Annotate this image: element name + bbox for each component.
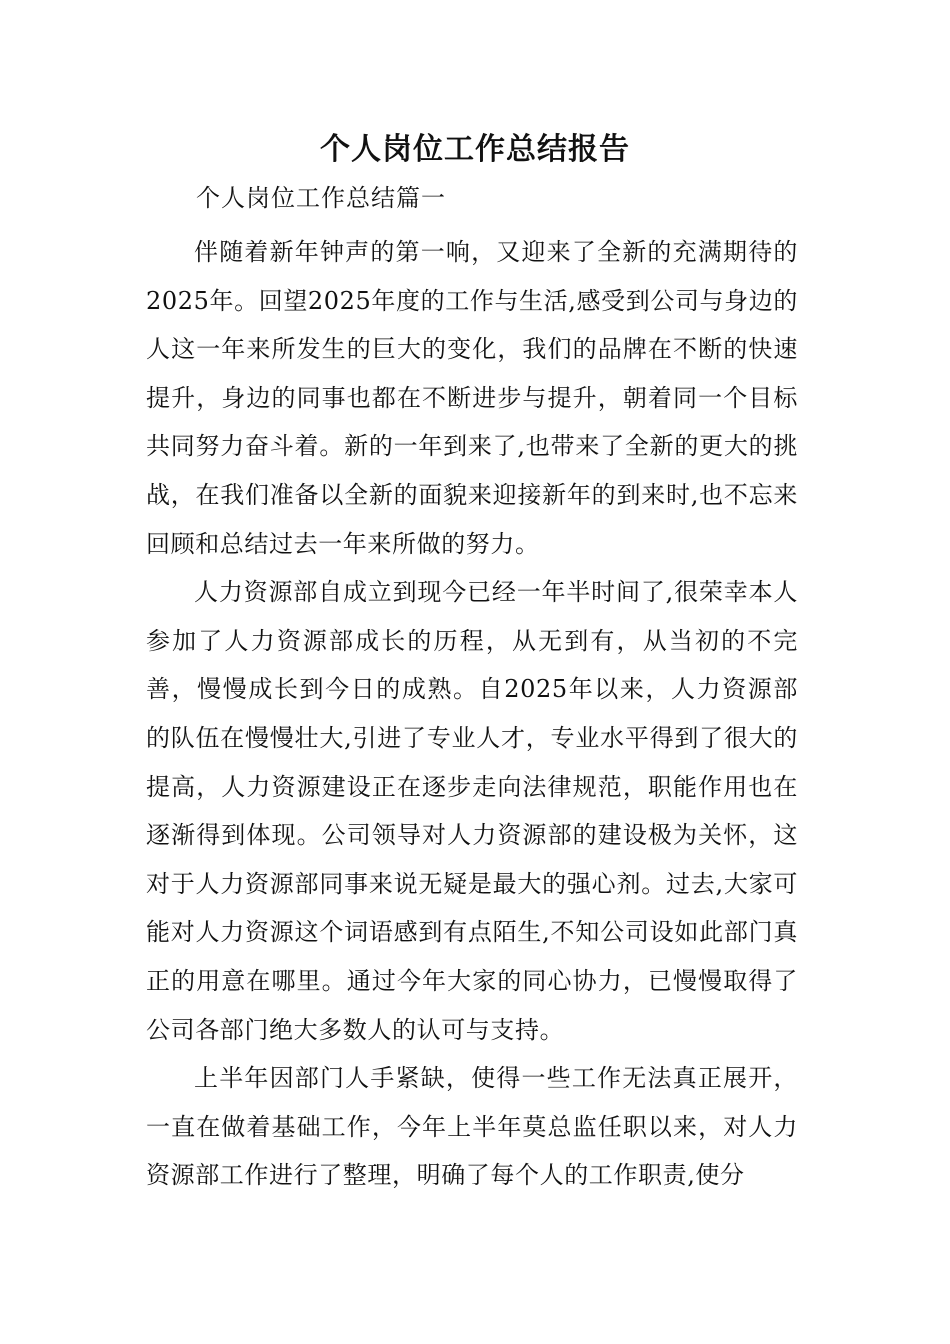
section-heading: 个人岗位工作总结篇一 (196, 184, 446, 212)
paragraph-2: 人力资源部自成立到现今已经一年半时间了,很荣幸本人参加了人力资源部成长的历程，从无到有，从当初的不完善，慢慢成长到今日的成熟。自2025年以来，人力资源部的队伍在慢慢壮大,引进了专业人才，专业水平得到了很大的提高，人力资源建设正在逐步走向法律规范，职能作用也在逐渐得到体现。公司领导对人力资源部的建设极为关怀，这对于人力资源部同事来说无疑是最大的强心剂。过去,大家可能对人力资源这个词语感到有点陌生,不知公司设如此部门真正的用意在哪里。通过今年大家的同心协力，已慢慢取得了公司各部门绝大多数人的认可与支持。 (146, 578, 798, 1044)
document-title: 个人岗位工作总结报告 (320, 132, 630, 167)
paragraph-1: 伴随着新年钟声的第一响，又迎来了全新的充满期待的2025年。回望2025年度的工作与生活,感受到公司与身边的人这一年来所发生的巨大的变化，我们的品牌在不断的快速提升，身边的同事也都在不断进步与提升，朝着同一个目标共同努力奋斗着。新的一年到来了,也带来了全新的更大的挑战，在我们准备以全新的面貌来迎接新年的到来时,也不忘来回顾和总结过去一年来所做的努力。 (146, 238, 798, 558)
paragraph-3: 上半年因部门人手紧缺，使得一些工作无法真正展开，一直在做着基础工作，今年上半年莫总监任职以来，对人力资源部工作进行了整理，明确了每个人的工作职责,使分 (146, 1064, 798, 1190)
document-body (146, 228, 798, 1200)
